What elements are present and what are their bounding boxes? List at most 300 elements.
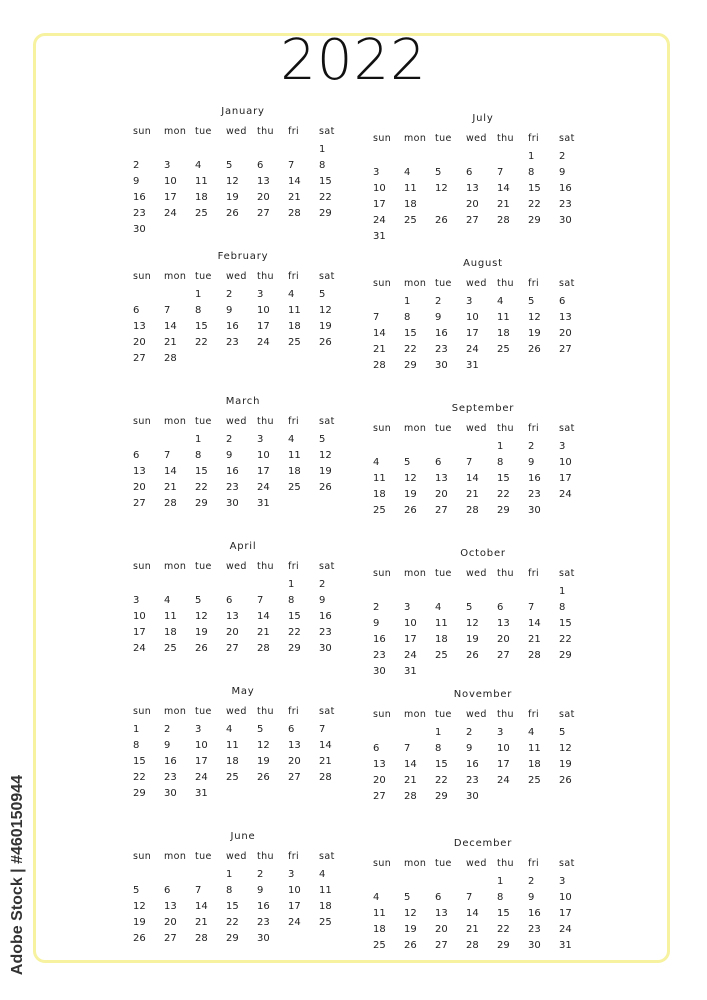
weekday-header-row — [133, 416, 353, 432]
day-cell: 16 — [528, 908, 541, 919]
day-cell: 19 — [404, 489, 417, 500]
week-row — [133, 643, 353, 659]
weekday-mon: mon — [164, 416, 187, 427]
day-cell: 25 — [195, 208, 208, 219]
weekday-thu: thu — [257, 271, 274, 282]
day-cell: 10 — [133, 611, 146, 622]
day-cell: 19 — [319, 466, 332, 477]
day-cell: 10 — [257, 450, 270, 461]
day-cell: 8 — [133, 740, 140, 751]
weekday-header-row — [133, 851, 353, 867]
day-cell: 25 — [497, 344, 510, 355]
day-cell: 29 — [226, 933, 239, 944]
day-cell: 21 — [497, 199, 510, 210]
day-cell: 20 — [497, 634, 510, 645]
day-cell: 4 — [195, 160, 202, 171]
weekday-sat: sat — [319, 561, 335, 572]
day-cell: 5 — [226, 160, 233, 171]
day-cell: 9 — [528, 457, 535, 468]
day-cell: 31 — [404, 666, 417, 677]
day-cell: 5 — [257, 724, 264, 735]
day-cell: 28 — [195, 933, 208, 944]
weekday-mon: mon — [164, 126, 187, 137]
month-name: September — [451, 403, 515, 414]
week-row — [133, 611, 353, 627]
day-cell: 23 — [528, 924, 541, 935]
day-cell: 6 — [435, 892, 442, 903]
day-cell: 12 — [528, 312, 541, 323]
day-cell: 29 — [497, 505, 510, 516]
day-cell: 11 — [404, 183, 417, 194]
day-cell: 25 — [373, 940, 386, 951]
day-cell: 20 — [133, 482, 146, 493]
month-october — [373, 548, 593, 682]
day-cell: 27 — [435, 505, 448, 516]
day-cell: 29 — [559, 650, 572, 661]
weekday-wed: wed — [226, 271, 247, 282]
weekday-thu: thu — [257, 126, 274, 137]
weekday-mon: mon — [404, 568, 427, 579]
day-cell: 19 — [133, 917, 146, 928]
day-cell: 30 — [133, 224, 146, 235]
day-cell: 31 — [257, 498, 270, 509]
weekday-header-row — [373, 133, 593, 149]
day-cell: 26 — [195, 643, 208, 654]
week-row — [133, 788, 353, 804]
day-cell: 12 — [466, 618, 479, 629]
day-cell: 3 — [466, 296, 473, 307]
weekday-fri: fri — [528, 568, 540, 579]
day-cell: 5 — [559, 727, 566, 738]
weekday-tue: tue — [195, 561, 212, 572]
day-cell: 4 — [497, 296, 504, 307]
day-cell: 19 — [466, 634, 479, 645]
week-row — [133, 917, 353, 933]
day-cell: 8 — [497, 892, 504, 903]
day-cell: 23 — [466, 775, 479, 786]
day-cell: 24 — [497, 775, 510, 786]
weekday-thu: thu — [257, 706, 274, 717]
day-cell: 27 — [466, 215, 479, 226]
day-cell: 22 — [497, 489, 510, 500]
day-cell: 9 — [373, 618, 380, 629]
day-cell: 18 — [497, 328, 510, 339]
day-cell: 8 — [319, 160, 326, 171]
week-row — [133, 627, 353, 643]
day-cell: 25 — [373, 505, 386, 516]
day-cell: 1 — [195, 289, 202, 300]
day-cell: 11 — [435, 618, 448, 629]
day-cell: 2 — [435, 296, 442, 307]
day-cell: 24 — [133, 643, 146, 654]
weekday-fri: fri — [288, 126, 300, 137]
day-cell: 26 — [319, 337, 332, 348]
weekday-sat: sat — [559, 423, 575, 434]
month-name: May — [231, 686, 255, 697]
day-cell: 6 — [288, 724, 295, 735]
weekday-wed: wed — [466, 568, 487, 579]
day-cell: 23 — [559, 199, 572, 210]
day-cell: 18 — [195, 192, 208, 203]
day-cell: 29 — [319, 208, 332, 219]
day-cell: 9 — [528, 892, 535, 903]
day-cell: 27 — [164, 933, 177, 944]
day-cell: 27 — [559, 344, 572, 355]
week-row — [133, 933, 353, 949]
week-row — [373, 586, 593, 602]
weekday-thu: thu — [497, 278, 514, 289]
day-cell: 30 — [528, 505, 541, 516]
day-cell: 21 — [164, 337, 177, 348]
week-row — [373, 360, 593, 376]
day-cell: 23 — [319, 627, 332, 638]
day-cell: 11 — [195, 176, 208, 187]
weekday-mon: mon — [164, 271, 187, 282]
month-january — [133, 106, 353, 240]
day-cell: 12 — [404, 908, 417, 919]
day-cell: 1 — [226, 869, 233, 880]
day-cell: 7 — [466, 457, 473, 468]
day-cell: 28 — [404, 791, 417, 802]
day-cell: 7 — [288, 160, 295, 171]
weekday-wed: wed — [466, 278, 487, 289]
day-cell: 1 — [528, 151, 535, 162]
day-cell: 11 — [288, 305, 301, 316]
week-row — [373, 775, 593, 791]
day-cell: 18 — [288, 321, 301, 332]
weekday-sun: sun — [373, 568, 392, 579]
week-row — [133, 353, 353, 369]
day-cell: 20 — [466, 199, 479, 210]
week-row — [133, 224, 353, 240]
weekday-sun: sun — [373, 133, 392, 144]
day-cell: 2 — [373, 602, 380, 613]
day-cell: 4 — [288, 434, 295, 445]
weekday-tue: tue — [195, 851, 212, 862]
day-cell: 11 — [497, 312, 510, 323]
day-cell: 12 — [195, 611, 208, 622]
day-cell: 10 — [257, 305, 270, 316]
day-cell: 12 — [559, 743, 572, 754]
day-cell: 12 — [435, 183, 448, 194]
weekday-fri: fri — [528, 709, 540, 720]
day-cell: 14 — [288, 176, 301, 187]
week-row — [133, 289, 353, 305]
weekday-header-row — [133, 561, 353, 577]
week-row — [373, 441, 593, 457]
day-cell: 10 — [559, 457, 572, 468]
day-cell: 15 — [435, 759, 448, 770]
day-cell: 22 — [497, 924, 510, 935]
day-cell: 16 — [226, 321, 239, 332]
day-cell: 9 — [164, 740, 171, 751]
day-cell: 6 — [559, 296, 566, 307]
day-cell: 15 — [195, 466, 208, 477]
day-cell: 20 — [288, 756, 301, 767]
day-cell: 21 — [466, 489, 479, 500]
day-cell: 14 — [164, 321, 177, 332]
day-cell: 1 — [195, 434, 202, 445]
day-cell: 10 — [288, 885, 301, 896]
week-row — [373, 473, 593, 489]
day-cell: 25 — [319, 917, 332, 928]
day-cell: 30 — [466, 791, 479, 802]
day-cell: 2 — [257, 869, 264, 880]
day-cell: 3 — [404, 602, 411, 613]
day-cell: 9 — [435, 312, 442, 323]
weekday-wed: wed — [226, 851, 247, 862]
day-cell: 9 — [559, 167, 566, 178]
day-cell: 3 — [257, 434, 264, 445]
weekday-tue: tue — [195, 706, 212, 717]
weekday-thu: thu — [497, 858, 514, 869]
day-cell: 3 — [133, 595, 140, 606]
day-cell: 9 — [133, 176, 140, 187]
week-row — [133, 305, 353, 321]
day-cell: 2 — [133, 160, 140, 171]
day-cell: 29 — [288, 643, 301, 654]
day-cell: 3 — [195, 724, 202, 735]
day-cell: 29 — [133, 788, 146, 799]
day-cell: 4 — [226, 724, 233, 735]
day-cell: 4 — [319, 869, 326, 880]
weekday-wed: wed — [226, 706, 247, 717]
month-name: August — [463, 258, 503, 269]
week-row — [373, 940, 593, 956]
day-cell: 5 — [435, 167, 442, 178]
weekday-header-row — [133, 706, 353, 722]
weekday-header-row — [373, 278, 593, 294]
day-cell: 29 — [404, 360, 417, 371]
day-cell: 21 — [319, 756, 332, 767]
weekday-fri: fri — [288, 561, 300, 572]
day-cell: 21 — [195, 917, 208, 928]
week-row — [373, 618, 593, 634]
week-row — [133, 208, 353, 224]
day-cell: 24 — [195, 772, 208, 783]
weekday-fri: fri — [288, 416, 300, 427]
day-cell: 26 — [435, 215, 448, 226]
day-cell: 10 — [497, 743, 510, 754]
day-cell: 3 — [257, 289, 264, 300]
day-cell: 4 — [288, 289, 295, 300]
day-cell: 24 — [559, 489, 572, 500]
weekday-sat: sat — [559, 858, 575, 869]
day-cell: 31 — [373, 231, 386, 242]
day-cell: 24 — [257, 482, 270, 493]
month-name: July — [472, 113, 494, 124]
day-cell: 12 — [226, 176, 239, 187]
weekday-fri: fri — [528, 133, 540, 144]
day-cell: 10 — [373, 183, 386, 194]
day-cell: 4 — [435, 602, 442, 613]
day-cell: 6 — [497, 602, 504, 613]
day-cell: 15 — [497, 473, 510, 484]
day-cell: 30 — [559, 215, 572, 226]
weekday-thu: thu — [497, 133, 514, 144]
day-cell: 18 — [164, 627, 177, 638]
weekday-fri: fri — [288, 706, 300, 717]
day-cell: 6 — [435, 457, 442, 468]
day-cell: 24 — [164, 208, 177, 219]
day-cell: 7 — [528, 602, 535, 613]
day-cell: 22 — [195, 482, 208, 493]
day-cell: 13 — [133, 321, 146, 332]
day-cell: 31 — [559, 940, 572, 951]
weekday-tue: tue — [435, 858, 452, 869]
day-cell: 7 — [466, 892, 473, 903]
weekday-tue: tue — [195, 126, 212, 137]
day-cell: 4 — [373, 457, 380, 468]
day-cell: 12 — [319, 305, 332, 316]
day-cell: 11 — [373, 473, 386, 484]
day-cell: 15 — [133, 756, 146, 767]
weekday-header-row — [133, 271, 353, 287]
day-cell: 13 — [226, 611, 239, 622]
month-june — [133, 831, 353, 949]
week-row — [373, 489, 593, 505]
month-name: June — [230, 831, 256, 842]
day-cell: 3 — [288, 869, 295, 880]
week-row — [133, 498, 353, 514]
day-cell: 20 — [373, 775, 386, 786]
weekday-thu: thu — [497, 568, 514, 579]
day-cell: 23 — [133, 208, 146, 219]
day-cell: 8 — [404, 312, 411, 323]
day-cell: 28 — [497, 215, 510, 226]
day-cell: 26 — [319, 482, 332, 493]
day-cell: 14 — [528, 618, 541, 629]
day-cell: 27 — [133, 498, 146, 509]
week-row — [373, 199, 593, 215]
day-cell: 14 — [497, 183, 510, 194]
day-cell: 8 — [195, 450, 202, 461]
week-row — [373, 344, 593, 360]
day-cell: 18 — [226, 756, 239, 767]
day-cell: 22 — [559, 634, 572, 645]
day-cell: 1 — [559, 586, 566, 597]
day-cell: 23 — [257, 917, 270, 928]
day-cell: 2 — [164, 724, 171, 735]
day-cell: 17 — [559, 473, 572, 484]
week-row — [373, 666, 593, 682]
day-cell: 26 — [257, 772, 270, 783]
week-row — [373, 727, 593, 743]
weekday-tue: tue — [435, 133, 452, 144]
week-row — [373, 328, 593, 344]
day-cell: 18 — [319, 901, 332, 912]
day-cell: 14 — [466, 908, 479, 919]
day-cell: 22 — [226, 917, 239, 928]
week-row — [133, 724, 353, 740]
day-cell: 15 — [195, 321, 208, 332]
week-row — [133, 740, 353, 756]
day-cell: 14 — [373, 328, 386, 339]
day-cell: 24 — [404, 650, 417, 661]
day-cell: 27 — [373, 791, 386, 802]
weekday-wed: wed — [466, 858, 487, 869]
day-cell: 12 — [133, 901, 146, 912]
day-cell: 13 — [164, 901, 177, 912]
weekday-header-row — [373, 568, 593, 584]
day-cell: 2 — [319, 579, 326, 590]
month-march — [133, 396, 353, 514]
day-cell: 30 — [373, 666, 386, 677]
day-cell: 4 — [164, 595, 171, 606]
day-cell: 10 — [559, 892, 572, 903]
day-cell: 14 — [466, 473, 479, 484]
day-cell: 22 — [288, 627, 301, 638]
week-row — [373, 892, 593, 908]
week-row — [373, 312, 593, 328]
day-cell: 20 — [164, 917, 177, 928]
weekday-sat: sat — [319, 126, 335, 137]
day-cell: 5 — [133, 885, 140, 896]
day-cell: 5 — [319, 434, 326, 445]
day-cell: 15 — [528, 183, 541, 194]
month-april — [133, 541, 353, 659]
day-cell: 6 — [257, 160, 264, 171]
day-cell: 1 — [319, 144, 326, 155]
day-cell: 17 — [373, 199, 386, 210]
day-cell: 2 — [226, 434, 233, 445]
week-row — [133, 901, 353, 917]
day-cell: 29 — [195, 498, 208, 509]
week-row — [133, 450, 353, 466]
weekday-sun: sun — [133, 271, 152, 282]
week-row — [133, 160, 353, 176]
day-cell: 30 — [528, 940, 541, 951]
day-cell: 29 — [497, 940, 510, 951]
day-cell: 8 — [559, 602, 566, 613]
day-cell: 20 — [559, 328, 572, 339]
day-cell: 28 — [466, 505, 479, 516]
day-cell: 2 — [226, 289, 233, 300]
day-cell: 19 — [257, 756, 270, 767]
day-cell: 18 — [373, 924, 386, 935]
weekday-wed: wed — [226, 416, 247, 427]
day-cell: 17 — [257, 466, 270, 477]
month-may — [133, 686, 353, 804]
day-cell: 21 — [404, 775, 417, 786]
day-cell: 6 — [226, 595, 233, 606]
weekday-sun: sun — [133, 851, 152, 862]
day-cell: 25 — [164, 643, 177, 654]
day-cell: 7 — [404, 743, 411, 754]
day-cell: 14 — [257, 611, 270, 622]
day-cell: 10 — [404, 618, 417, 629]
day-cell: 13 — [288, 740, 301, 751]
day-cell: 20 — [435, 924, 448, 935]
day-cell: 17 — [257, 321, 270, 332]
day-cell: 8 — [226, 885, 233, 896]
weekday-sun: sun — [133, 126, 152, 137]
day-cell: 6 — [133, 450, 140, 461]
day-cell: 30 — [319, 643, 332, 654]
weekday-sat: sat — [319, 851, 335, 862]
day-cell: 30 — [257, 933, 270, 944]
day-cell: 14 — [319, 740, 332, 751]
day-cell: 8 — [528, 167, 535, 178]
day-cell: 17 — [559, 908, 572, 919]
weekday-tue: tue — [435, 568, 452, 579]
day-cell: 27 — [435, 940, 448, 951]
day-cell: 18 — [404, 199, 417, 210]
weekday-sun: sun — [373, 423, 392, 434]
day-cell: 26 — [466, 650, 479, 661]
day-cell: 26 — [528, 344, 541, 355]
weekday-sat: sat — [559, 278, 575, 289]
